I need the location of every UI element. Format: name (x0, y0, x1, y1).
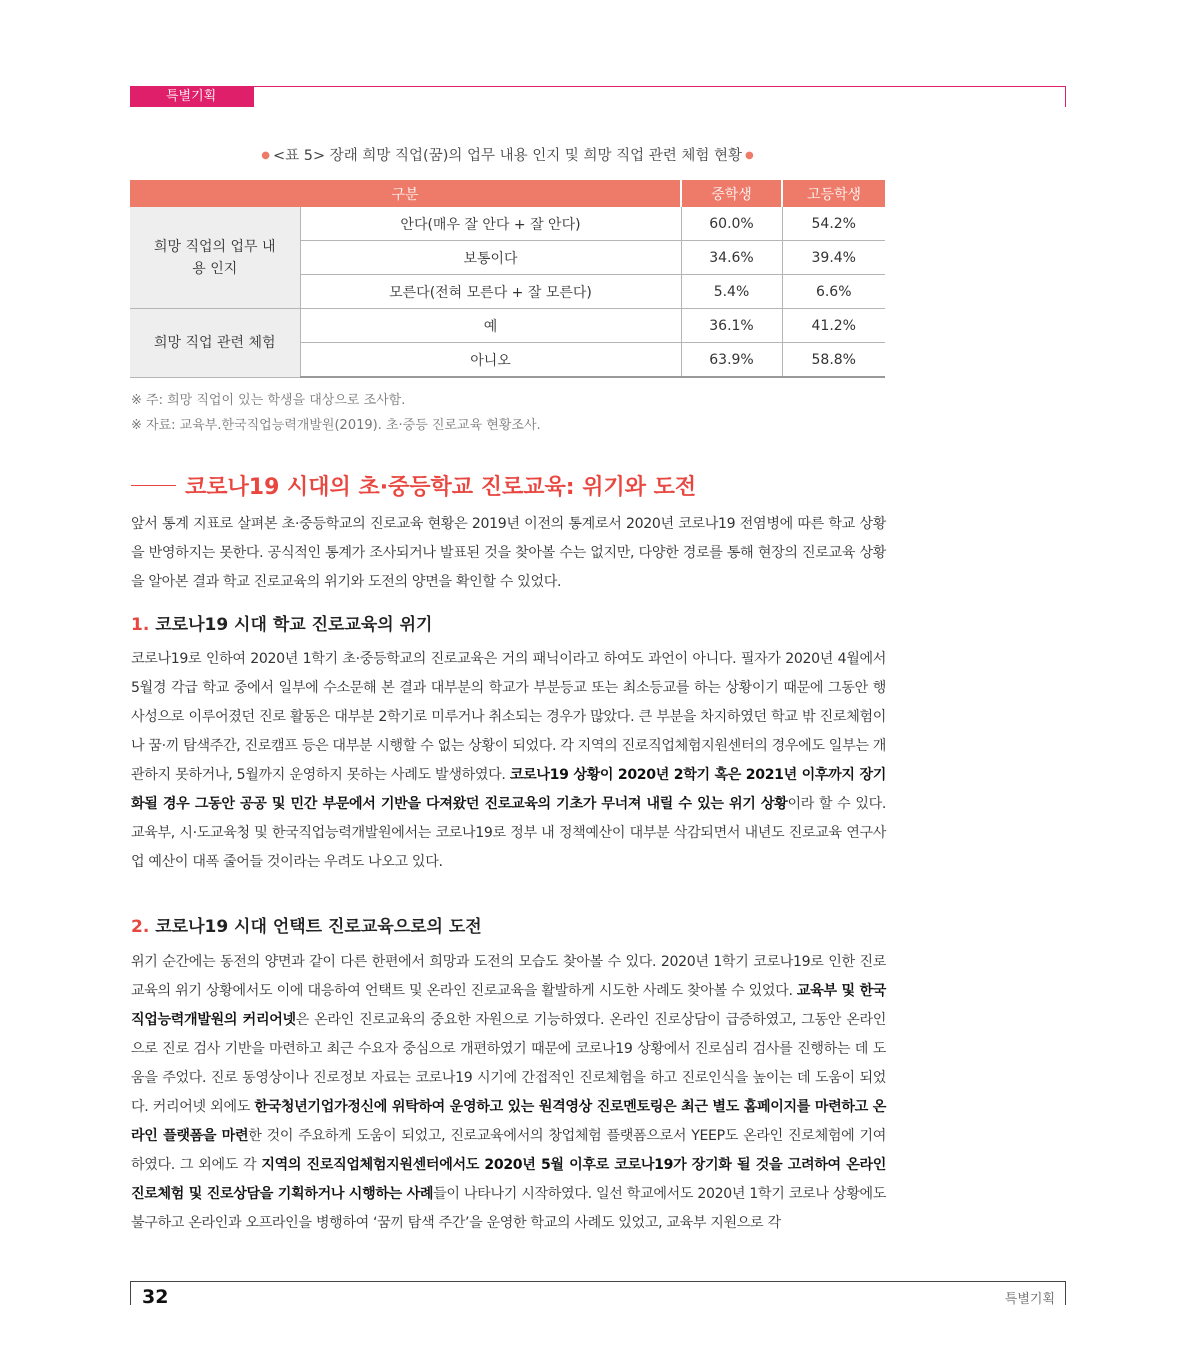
cell-middle: 60.0% (681, 207, 782, 241)
cell-middle: 34.6% (681, 241, 782, 275)
cell-high: 39.4% (782, 241, 885, 275)
section-title (131, 470, 696, 501)
subsection-2-title-text: 코로나19 시대 언택트 진로교육으로의 도전 (155, 917, 482, 937)
para-emphasis: 코로나19 상황이 2020년 2학기 혹은 2021년 이후까지 장기화될 경우 그동안 공공 및 민간 부문에서 기반을 다져왔던 진로교육의 기초가 무너져 내릴 수 있는 위기 상황 (131, 767, 886, 812)
table-row (130, 309, 885, 343)
intro-paragraph: 앞서 통계 지표로 살펴본 초·중등학교의 진로교육 현황은 2019년 이전의 통계로서 2020년 코로나19 전염병에 따른 학교 상황을 반영하지는 못한다. 공식적인 통계가 조사되거나 발표된 것을 찾아볼 수는 없지만, 다양한 경로를 통해 현장의 진로교육 상황을 알아본 결과 학교 진로교육의 위기와 도전의 양면을 확인할 수 있었다. (131, 516, 886, 590)
subsection-1-number: 1. (131, 615, 150, 635)
subsection-1-title (131, 610, 432, 635)
subsection-2-number: 2. (131, 917, 150, 937)
table-header-row (130, 180, 885, 207)
table-caption-text: <표 5> 장래 희망 직업(꿈)의 업무 내용 인지 및 희망 직업 관련 체험 현황 (273, 148, 742, 164)
para-text: 은 온라인 진로교육의 중요한 자원으로 기능하였다. 온라인 진로상담이 급증하였고, 그동안 온라인으로 진로 검사 기반을 마련하고 최근 수요자 중심으로 개편하였기 때문에 코로나19 상황에서 진로심리 검사를 진행하는 데 도움을 주었다. 진로 동영상이나 진로정보 자료는 코로나19 시기에 간접적인 진로체험을 하고 진로인식을 높이는 데 도움이 되었다. 커리어넷 외에도 (131, 1012, 887, 1115)
cell-high: 6.6% (782, 275, 885, 309)
footer-frame (130, 1281, 1066, 1305)
para-emphasis: 지역의 진로직업체험지원센터에서도 2020년 5월 이후로 코로나19가 장기화 될 것을 고려하여 온라인 진로체험 및 진로상담을 기획하거나 시행하는 사례 (131, 1157, 886, 1202)
row-item: 예 (300, 309, 681, 343)
para-text: 위기 순간에는 동전의 양면과 같이 다른 한편에서 희망과 도전의 모습도 찾아볼 수 있다. 2020년 1학기 코로나19로 인한 진로교육의 위기 상황에서도 이에 대응하여 언택트 및 온라인 진로교육을 활발하게 시도한 사례도 찾아볼 수 있었다. (131, 954, 886, 999)
header-tab-label: 특별기획 (166, 89, 217, 104)
subsection-2-title (131, 912, 482, 937)
header-middle-school: 중학생 (681, 180, 782, 207)
title-rule (131, 485, 176, 486)
para-emphasis: 한국청년기업가정신에 위탁하여 운영하고 있는 원격영상 진로멘토링은 최근 별도 홈페이지를 마련하고 온라인 플랫폼을 마련 (131, 1099, 886, 1144)
table-caption (130, 144, 885, 165)
group-label: 희망 직업의 업무 내용 인지 (130, 207, 300, 309)
bullet-dot-icon: ● (261, 150, 271, 161)
para-text: 이라 할 수 있다. 교육부, 시·도교육청 및 한국직업능력개발원에서는 코로나19로 정부 내 정책예산이 대부분 삭감되면서 내년도 진로교육 연구사업 예산이 대폭 줄어들 것이라는 우려도 나오고 있다. (131, 796, 887, 870)
subsection-2-paragraph (131, 948, 886, 1238)
cell-middle: 36.1% (681, 309, 782, 343)
cell-middle: 5.4% (681, 275, 782, 309)
cell-high: 54.2% (782, 207, 885, 241)
header-section-tab (130, 86, 254, 107)
subsection-1-title-text: 코로나19 시대 학교 진로교육의 위기 (155, 615, 433, 635)
group-label: 희망 직업 관련 체험 (130, 309, 300, 378)
table-source: ※ 자료: 교육부.한국직업능력개발원(2019). 초·중등 진로교육 현황조사. (131, 418, 541, 433)
para-text: 코로나19로 인하여 2020년 1학기 초·중등학교의 진로교육은 거의 패닉이라고 하여도 과언이 아니다. 필자가 2020년 4월에서 5월경 각급 학교 중에서 일부에 수소문해 본 결과 대부분의 학교가 부분등교 또는 최소등교를 하는 상황이기 때문에 그동안 행사성으로 이루어졌던 진로 활동은 대부분 2학기로 미루거나 취소되는 경우가 많았다. 큰 부분을 차지하였던 학교 밖 진로체험이나 꿈·끼 탐색주간, 진로캠프 등은 대부분 시행할 수 없는 상황이 되었다. 각 지역의 진로직업체험지원센터의 경우에도 일부는 개관하지 못하거나, 5월까지 운영하지 못하는 사례도 발생하였다. (131, 651, 886, 783)
para-emphasis: 교육부 및 한국직업능력개발원의 커리어넷 (131, 983, 886, 1028)
section-title-text: 코로나19 시대의 초·중등학교 진로교육: 위기와 도전 (185, 475, 697, 500)
subsection-1-paragraph (131, 645, 886, 877)
cell-middle: 63.9% (681, 343, 782, 378)
header-category: 구분 (130, 180, 681, 207)
cell-high: 41.2% (782, 309, 885, 343)
cell-high: 58.8% (782, 343, 885, 378)
table-note: ※ 주: 희망 직업이 있는 학생을 대상으로 조사함. (131, 393, 406, 408)
para-text: 한 것이 주요하게 도움이 되었고, 진로교육에서의 창업체험 플랫폼으로서 YEEP도 온라인 진로체험에 기여하였다. 그 외에도 각 (131, 1128, 887, 1173)
header-high-school: 고등학생 (782, 180, 885, 207)
table-row (130, 207, 885, 241)
row-item: 안다(매우 잘 안다 + 잘 안다) (300, 207, 681, 241)
page-number: 32 (142, 1286, 169, 1308)
row-item: 아니오 (300, 343, 681, 378)
header-rule (254, 86, 1066, 107)
survey-table (130, 180, 885, 378)
row-item: 모른다(전혀 모른다 + 잘 모른다) (300, 275, 681, 309)
para-text: 들이 나타나기 시작하였다. 일선 학교에서도 2020년 1학기 코로나 상황에도 불구하고 온라인과 오프라인을 병행하여 ‘꿈끼 탐색 주간’을 운영한 학교의 사례도 있었고, 교육부 지원으로 각 (131, 1186, 886, 1231)
bullet-dot-icon: ● (744, 150, 754, 161)
row-item: 보통이다 (300, 241, 681, 275)
footer-label: 특별기획 (1004, 1292, 1055, 1307)
